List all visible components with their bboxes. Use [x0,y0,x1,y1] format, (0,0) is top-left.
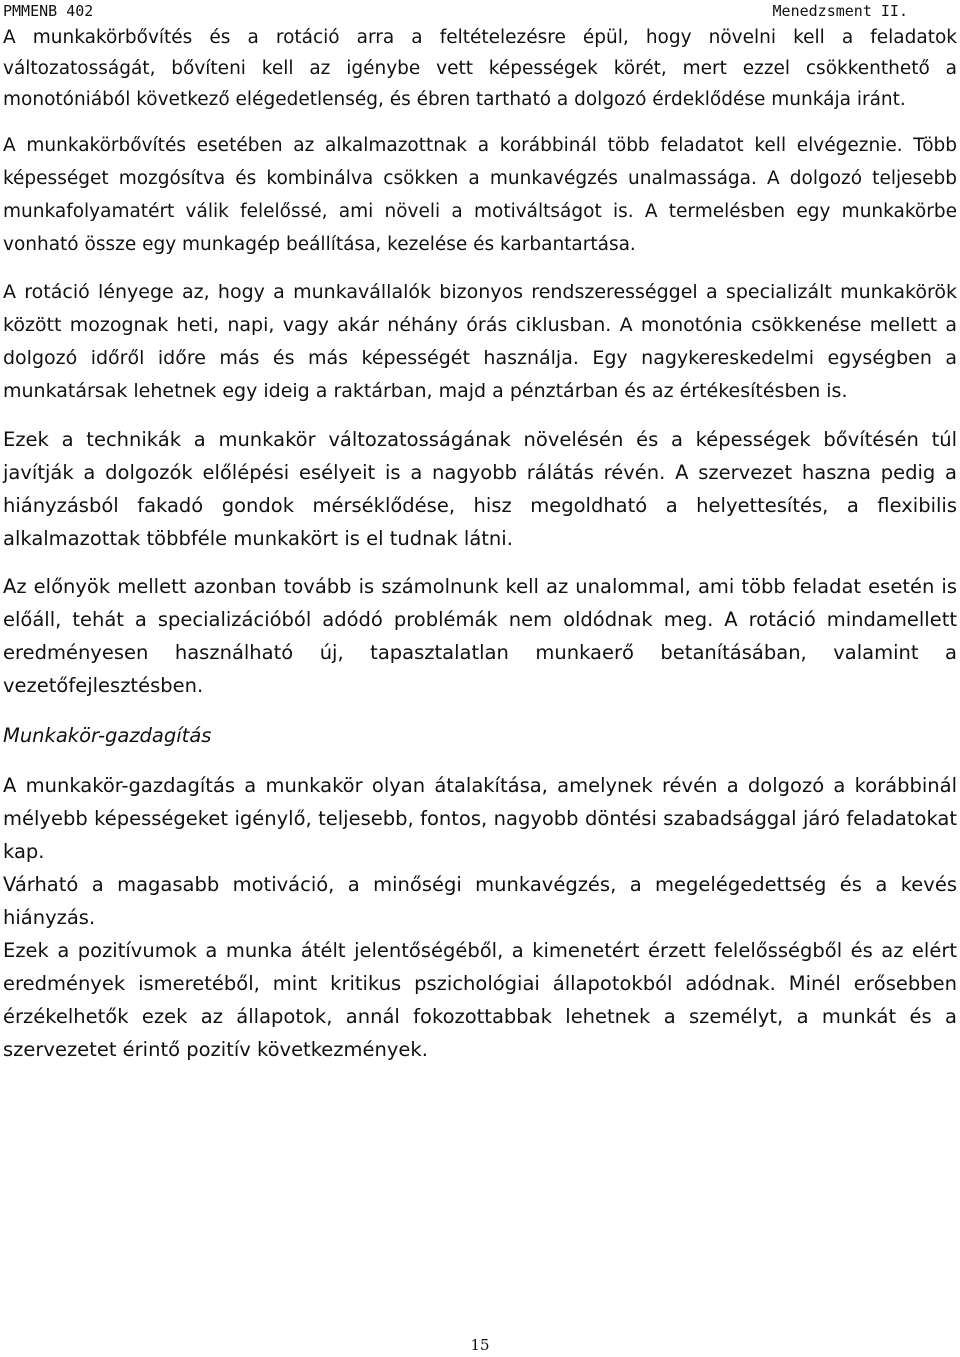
paragraph-rotation: A rotáció lényege az, hogy a munkavállalók bizonyos rendszerességgel a specializált munkakörök között mozognak heti, napi, vagy akár néhány órás ciklusban. A monotónia csökkenése mellett a dolgozó időről időre más és más képességét használja. Egy nagykereskedelmi egységben a munkatársak lehetnek egy ideig a raktárban, majd a pénztárban és az értékesítésben is. [3,281,957,402]
paragraph-benefits: Ezek a technikák a munkakör változatosságának növelésén és a képességek bővítésén túl javítják a dolgozók előlépési esélyeit is a nagyobb rálátás révén. A szervezet haszna pedig a hiányzásból fakadó gondok mérséklődése, hisz megoldható a helyettesítés, a flexibilis alkalmazottak többféle munkakört is el tudnak látni. [3,428,957,550]
page-footer [0,1336,960,1354]
section-heading-job-enrichment: Munkakör-gazdagítás [3,724,212,747]
page-header [0,0,960,24]
paragraph-expected-outcomes: Várható a magasabb motiváció, a minőségi munkavégzés, a megelégedettség és a kevés hiányzás. [3,873,957,929]
page-body [3,22,957,1066]
paragraph-intro: A munkakörbővítés és a rotáció arra a feltételezésre épül, hogy növelni kell a feladatok változatosságát, bővíteni kell az igénybe vett képességek körét, mert ezzel csökkenthető a monotóniából következő elégedetlenség, és ébren tartható a dolgozó érdeklődése munkája iránt. [3,27,957,110]
paragraph-job-enrichment: A munkakör-gazdagítás a munkakör olyan átalakítása, amelynek révén a dolgozó a korábbinál mélyebb képességeket igénylő, teljesebb, fontos, nagyobb döntési szabadsággal járó feladatokat kap. [3,774,957,863]
page-number: 15 [470,1336,490,1354]
course-title: Menedzsment II. [772,2,908,20]
course-code: PMMENB 402 [3,2,94,20]
paragraph-job-enlargement: A munkakörbővítés esetében az alkalmazottnak a korábbinál több feladatot kell elvégeznie. Több képességet mozgósítva és kombinálva csökken a munkavégzés unalmassága. A dolgozó teljesebb munkafolyamatért válik felelőssé, ami növeli a motiváltságot is. A termelésben egy munkakörbe vonható össze egy munkagép beállítása, kezelése és karbantartása. [3,135,957,255]
paragraph-drawbacks: Az előnyök mellett azonban tovább is számolnunk kell az unalommal, ami több feladat esetén is előáll, tehát a specializációból adódó problémák nem oldódnak meg. A rotáció mindamellett eredményesen használható új, tapasztalatlan munkaerő betanításában, valamint a vezetőfejlesztésben. [3,575,957,697]
paragraph-positive-effects: Ezek a pozitívumok a munka átélt jelentőségéből, a kimenetért érzett felelősségből és az elért eredmények ismeretéből, mint kritikus pszichológiai állapotokból adódnak. Minél erősebben érzékelhetők ezek az állapotok, annál fokozottabbak lehetnek a személyt, a munkát és a szervezetet érintő pozitív következmények. [3,939,957,1061]
